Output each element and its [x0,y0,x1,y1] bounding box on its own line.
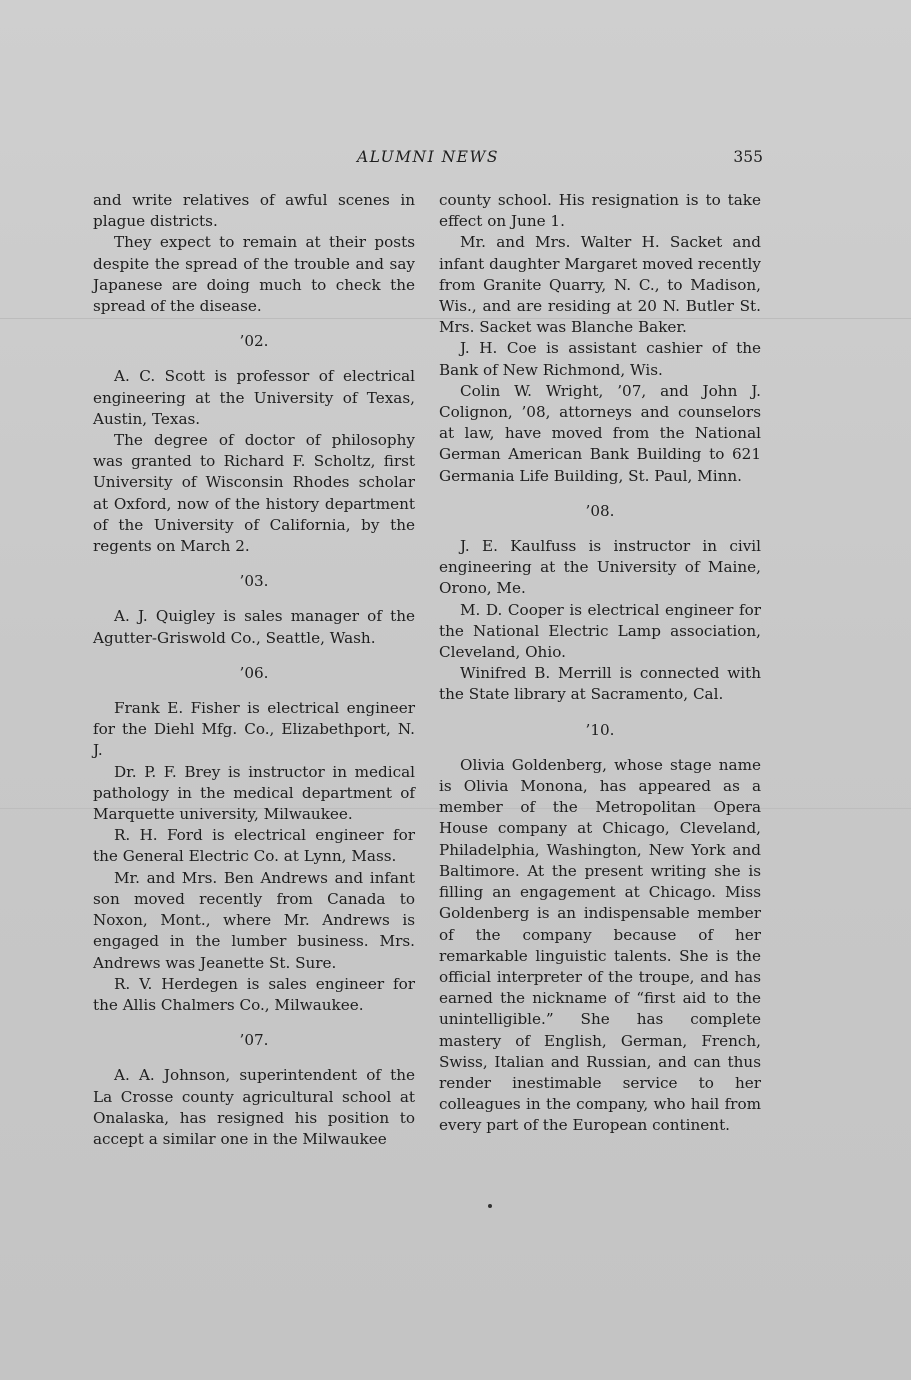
news-paragraph: Mr. and Mrs. Ben Andrews and infant son moved recently from Canada to Noxon, Mont., where Mr. Andrews is engaged in the lumber business. Mrs. Andrews was Jeanette St. Sure. [93,868,415,972]
news-paragraph: R. V. Herdegen is sales engineer for the Allis Chalmers Co., Milwaukee. [93,974,415,1014]
news-paragraph: Colin W. Wright, ’07, and John J. Colignon, ’08, attorneys and counselors at law, have moved from the National German American Bank Building to 621 Germania Life Building, St. Paul, Minn. [439,381,761,485]
journal-title: ALUMNI NEWS [356,148,500,166]
news-paragraph: The degree of doctor of philosophy was granted to Richard F. Scholtz, first University of Wisconsin Rhodes scholar at Oxford, now of the history department of the University of California, by the regents on March 2. [93,431,415,556]
news-paragraph: A. J. Quigley is sales manager of the Agutter-Griswold Co., Seattle, Wash. [93,607,415,647]
class-year-heading: ’03. [239,572,269,591]
class-year-heading: ’07. [239,1031,269,1050]
news-paragraph: J. E. Kaulfuss is instructor in civil engineering at the University of Maine, Orono, Me. [439,537,761,598]
news-paragraph: Olivia Goldenberg, whose stage name is Olivia Monona, has appeared as a member of the Metropolitan Opera House company at Chicago, Cleveland, Philadelphia, Washington, New York and Baltimore. At the present writing she is filling an engagement at Chicago. Miss Goldenberg is an indispensable member of the company because of her remarkable linguistic talents. She is the official interpreter of the troupe, and has earned the nickname of “first aid to the unintelligible.” She has complete mastery of English, German, French, Swiss, Italian and Russian, and can thus render inestimable service to her colleagues in the company, who hail from every part of the European continent. [439,755,761,1135]
news-paragraph: county school. His resignation is to take effect on June 1. [439,191,761,231]
news-paragraph: Mr. and Mrs. Walter H. Sacket and infant daughter Margaret moved recently from Granite Quarry, N. C., to Madison, Wis., and are residing at 20 N. Butler St. Mrs. Sacket was Blanche Baker. [439,233,761,337]
class-year-heading: ’08. [585,501,615,520]
class-year-heading: ’02. [239,332,269,351]
news-paragraph: and write relatives of awful scenes in plague districts. [93,191,415,231]
news-paragraph: A. A. Johnson, superintendent of the La Crosse county agricultural school at Onalaska, has resigned his position to accept a similar one in the Milwaukee [93,1066,415,1148]
running-head [93,148,763,170]
news-paragraph: J. H. Coe is assistant cashier of the Bank of New Richmond, Wis. [439,339,761,379]
left-column [93,190,415,1150]
ink-speck [488,1204,492,1208]
class-year-heading: ’10. [585,720,615,739]
news-paragraph: Dr. P. F. Brey is instructor in medical pathology in the medical department of Marquette university, Milwaukee. [93,762,415,824]
news-paragraph: A. C. Scott is professor of electrical engineering at the University of Texas, Austin, Texas. [93,367,415,428]
news-paragraph: They expect to remain at their posts despite the spread of the trouble and say Japanese are doing much to check the spread of the disease. [93,233,415,316]
class-year-heading: ’06. [239,663,269,682]
news-paragraph: Frank E. Fisher is electrical engineer for the Diehl Mfg. Co., Elizabethport, N. J. [93,699,415,760]
news-paragraph: M. D. Cooper is electrical engineer for the National Electric Lamp association, Cleveland, Ohio. [439,600,761,662]
page-number: 355 [733,148,763,166]
news-paragraph: R. H. Ford is electrical engineer for the General Electric Co. at Lynn, Mass. [93,826,415,866]
right-column [439,190,761,1137]
news-paragraph: Winifred B. Merrill is connected with the State library at Sacramento, Cal. [439,664,761,704]
